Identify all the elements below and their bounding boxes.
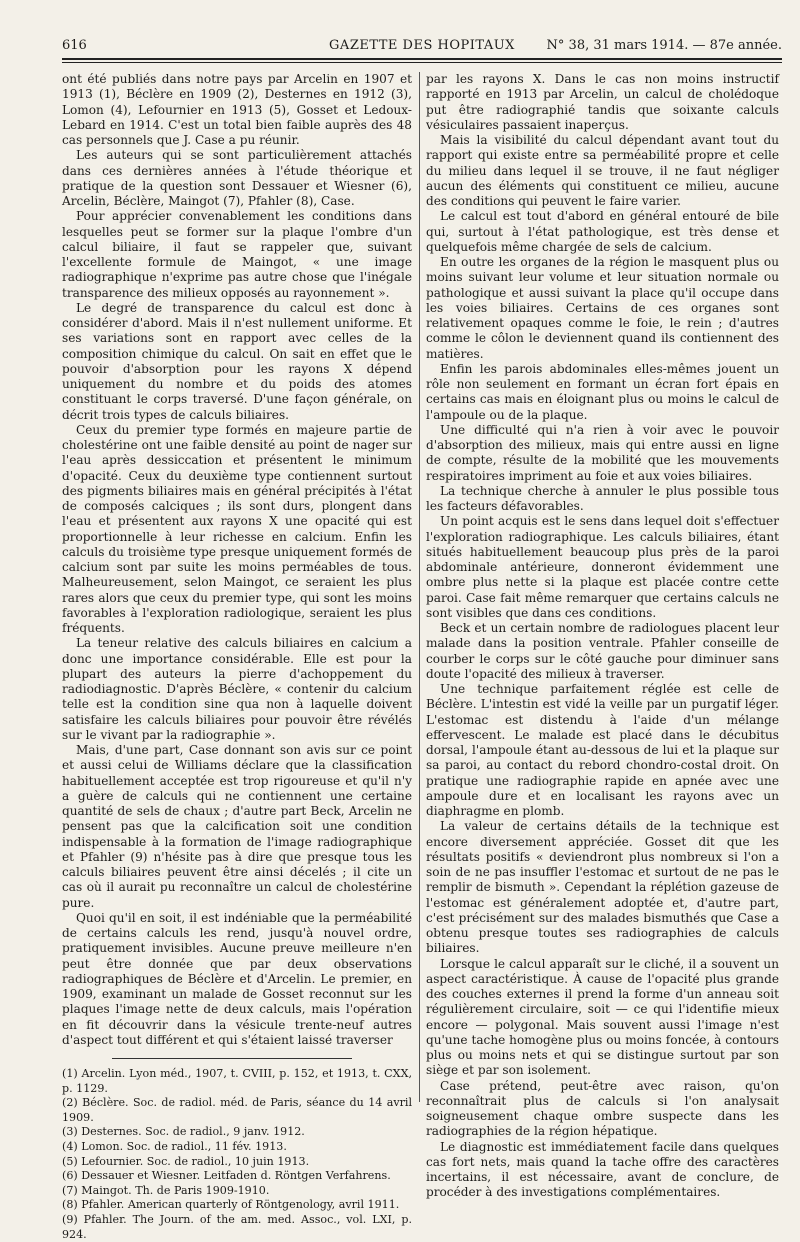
paragraph: Pour apprécier convenablement les conditions dans lesquelles peut se former sur la plaque l'ombre d'un calcul biliaire, il faut se rappeler que, suivant l'excellente formule de Maingot, « une image radiographique n'exprime pas autre chose que l'inégale transparence des milieux opposés au rayonnement ».: [62, 209, 412, 300]
footnote-rule: [112, 1058, 352, 1059]
footnote: (7) Maingot. Th. de Paris 1909-1910.: [62, 1183, 270, 1197]
paragraph: Un point acquis est le sens dans lequel doit s'effectuer l'exploration radiographique. Les calculs biliaires, étant situés habituellement beaucoup plus près de la paroi abdominale antérieure, donneront évidemment une ombre plus nette si la plaque est placée contre cette paroi. Case fait même remarquer que certains calculs ne sont visibles que dans ces conditions.: [426, 514, 779, 620]
header-rule-thin: [62, 62, 782, 63]
footnote: (9) Pfahler. The Journ. of the am. med. Assoc., vol. LXI, p. 924.: [62, 1212, 412, 1241]
footnote: (5) Lefournier. Soc. de radiol., 10 juin 1913.: [62, 1154, 310, 1168]
paragraph: Enfin les parois abdominales elles-mêmes jouent un rôle non seulement en formant un écran fort épais en certains cas mais en éloignant plus ou moins le calcul de l'ampoule ou de la plaque.: [426, 361, 779, 422]
paragraph: En outre les organes de la région le masquent plus ou moins suivant leur volume et leur situation normale ou pathologique et aussi suivant la place qu'il occupe dans les voies biliaires. Certains de ces organes sont relativement opaques comme le foie, le rein ; d'autres comme le côlon le deviennent quand ils contiennent des matières.: [426, 255, 779, 361]
footnote: (4) Lomon. Soc. de radiol., 11 fév. 1913.: [62, 1139, 287, 1153]
paragraph: Mais la visibilité du calcul dépendant avant tout du rapport qui existe entre sa perméabilité propre et celle du milieu dans lequel il se trouve, il ne faut négliger aucun des éléments qui constituent ce milieu, aucune des conditions qui peuvent le faire varier.: [426, 133, 779, 208]
column-divider: [419, 72, 420, 1102]
footnote: (3) Desternes. Soc. de radiol., 9 janv. 1912.: [62, 1125, 305, 1139]
paragraph: Le calcul est tout d'abord en général entouré de bile qui, surtout à l'état pathologique, est très dense et quelquefois même chargée de sels de calcium.: [426, 209, 779, 254]
paragraph: ont été publiés dans notre pays par Arcelin en 1907 et 1913 (1), Béclère en 1909 (2), Desternes en 1912 (3), Lomon (4), Lefournier en 1913 (5), Gosset et Ledoux-Lebard en 1914. C'est un total bien faible auprès des 48 cas personnels que J. Case a pu réunir.: [62, 72, 412, 147]
paragraph: La teneur relative des calculs biliaires en calcium a donc une importance considérable. Elle est pour la plupart des auteurs la pierre d'achoppement du radiodiagnostic. D'après Béclère, « contenir du calcium telle est la condition sine qua non à laquelle doivent satisfaire les calculs biliaires pour pouvoir être révélés sur le vivant par la radiographie ».: [62, 636, 412, 742]
footnote: (8) Pfahler. American quarterly of Röntgenology, avril 1911.: [62, 1198, 400, 1212]
paragraph: Beck et un certain nombre de radiologues placent leur malade dans la position ventrale. Pfahler conseille de courber le corps sur le côté gauche pour diminuer sans doute l'opacité des milieux à traverser.: [426, 621, 779, 681]
page-number: 616: [62, 38, 87, 53]
right-column: [426, 72, 779, 1201]
paragraph: Les auteurs qui se sont particulièrement attachés dans ces dernières années à l'étude théorique et pratique de la question sont Dessauer et Wiesner (6), Arcelin, Béclère, Maingot (7), Pfahler (8), Case.: [62, 148, 412, 208]
paragraph: Une difficulté qui n'a rien à voir avec le pouvoir d'absorption des milieux, mais qui entre aussi en ligne de compte, résulte de la mobilité que les mouvements respiratoires impriment au foie et aux voies biliaires.: [426, 422, 779, 483]
paragraph: Mais, d'une part, Case donnant son avis sur ce point et aussi celui de Williams déclare que la classification habituellement acceptée est trop rigoureuse et qu'il n'y a guère de calculs qui ne contiennent une certaine quantité de sels de chaux ; d'autre part Beck, Arcelin ne pensent pas que la calcification soit une condition indispensable à la formation de l'image radiographique et Pfahler (9) n'hésite pas à dire que presque tous les calculs biliaires peuvent être ainsi décelés ; il cite un cas où il aurait pu reconnaître un calcul de cholestérine pure.: [62, 743, 412, 910]
paragraph: La valeur de certains détails de la technique est encore diversement appréciée. Gosset dit que les résultats positifs « deviendront plus nombreux si l'on a soin de ne pas insuffler l'estomac et surtout de ne pas le remplir de bismuth ». Cependant la réplétion gazeuse de l'estomac est généralement adoptée et, d'autre part, c'est précisément sur des malades bismuthés que Case a obtenu presque toutes ses radiographies de calculs biliaires.: [426, 819, 779, 956]
footnotes: [62, 1067, 412, 1242]
issue-info: N° 38, 31 mars 1914. — 87e année.: [546, 38, 782, 53]
paragraph: Ceux du premier type formés en majeure partie de cholestérine ont une faible densité au point de nager sur l'eau après dessiccation et présentent le minimum d'opacité. Ceux du deuxième type contiennent surtout des pigments biliaires mais en général précipités à l'état de composés calciques ; ils sont durs, plongent dans l'eau et présentent aux rayons X une opacité qui est proportionnelle à leur richesse en calcium. Enfin les calculs du troisième type presque uniquement formés de calcium sont par suite les moins perméables de tous. Malheureusement, selon Maingot, ce seraient les plus rares alors que ceux du premier type, qui sont les moins favorables à l'exploration radiologique, seraient les plus fréquents.: [62, 422, 412, 635]
paragraph: par les rayons X. Dans le cas non moins instructif rapporté en 1913 par Arcelin, un calcul de cholédoque put être radiographié tandis que soixante calculs vésiculaires passaient inaperçus.: [426, 72, 779, 132]
footnote: (6) Dessauer et Wiesner. Leitfaden d. Röntgen Verfahrens.: [62, 1169, 391, 1183]
paragraph: Une technique parfaitement réglée est celle de Béclère. L'intestin est vidé la veille par un purgatif léger. L'estomac est distendu à l'aide d'un mélange effervescent. Le malade est placé dans le décubitus dorsal, l'ampoule étant au-dessous de lui et la plaque sur sa paroi, au contact du rebord chondro-costal droit. On pratique une radiographie rapide en apnée avec une ampoule dure et en localisant les rayons avec un diaphragme en plomb.: [426, 682, 779, 818]
paragraph: Le degré de transparence du calcul est donc à considérer d'abord. Mais il n'est nullement uniforme. Et ses variations sont en rapport avec celles de la composition chimique du calcul. On sait en effet que le pouvoir d'absorption pour les rayons X dépend uniquement du nombre et du poids des atomes constituant le corps traversé. D'une façon générale, on décrit trois types de calculs biliaires.: [62, 300, 412, 422]
paragraph: Quoi qu'il en soit, il est indéniable que la perméabilité de certains calculs les rend, jusqu'à nouvel ordre, pratiquement invisibles. Aucune preuve meilleure n'en peut être donnée que par deux observations radiographiques de Béclère et d'Arcelin. Le premier, en 1909, examinant un malade de Gosset reconnut sur les plaques l'image nette de deux calculs, mais l'opération en fit découvrir dans la vésicule trente-neuf autres d'aspect tout différent et qui s'étaient laissé traverser: [62, 910, 412, 1047]
paragraph: La technique cherche à annuler le plus possible tous les facteurs défavorables.: [426, 483, 779, 513]
header-rule-thick: [62, 58, 782, 60]
footnote: (1) Arcelin. Lyon méd., 1907, t. CVIII, p. 152, et 1913, t. CXX, p. 1129.: [62, 1067, 412, 1095]
left-column: [62, 72, 412, 1242]
journal-title: GAZETTE DES HOPITAUX: [329, 38, 515, 53]
paragraph: Case prétend, peut-être avec raison, qu'on reconnaîtrait plus de calculs si l'on analysait soigneusement chaque ombre suspecte dans les radiographies de la région hépatique.: [426, 1078, 779, 1139]
footnote: (2) Béclère. Soc. de radiol. méd. de Paris, séance du 14 avril 1909.: [62, 1096, 412, 1124]
page-header: [62, 38, 782, 60]
paragraph: Le diagnostic est immédiatement facile dans quelques cas fort nets, mais quand la tache offre des caractères incertains, il est nécessaire, avant de conclure, de procéder à des investigations complémentaires.: [426, 1139, 779, 1200]
paragraph: Lorsque le calcul apparaît sur le cliché, il a souvent un aspect caractéristique. À cause de l'opacité plus grande des couches externes il prend la forme d'un anneau soit régulièrement circulaire, soit — ce qui l'identifie mieux encore — polygonal. Mais souvent aussi l'image n'est qu'une tache homogène plus ou moins foncée, à contours plus ou moins nets et qui se distingue surtout par son siège et par son isolement.: [426, 956, 779, 1078]
